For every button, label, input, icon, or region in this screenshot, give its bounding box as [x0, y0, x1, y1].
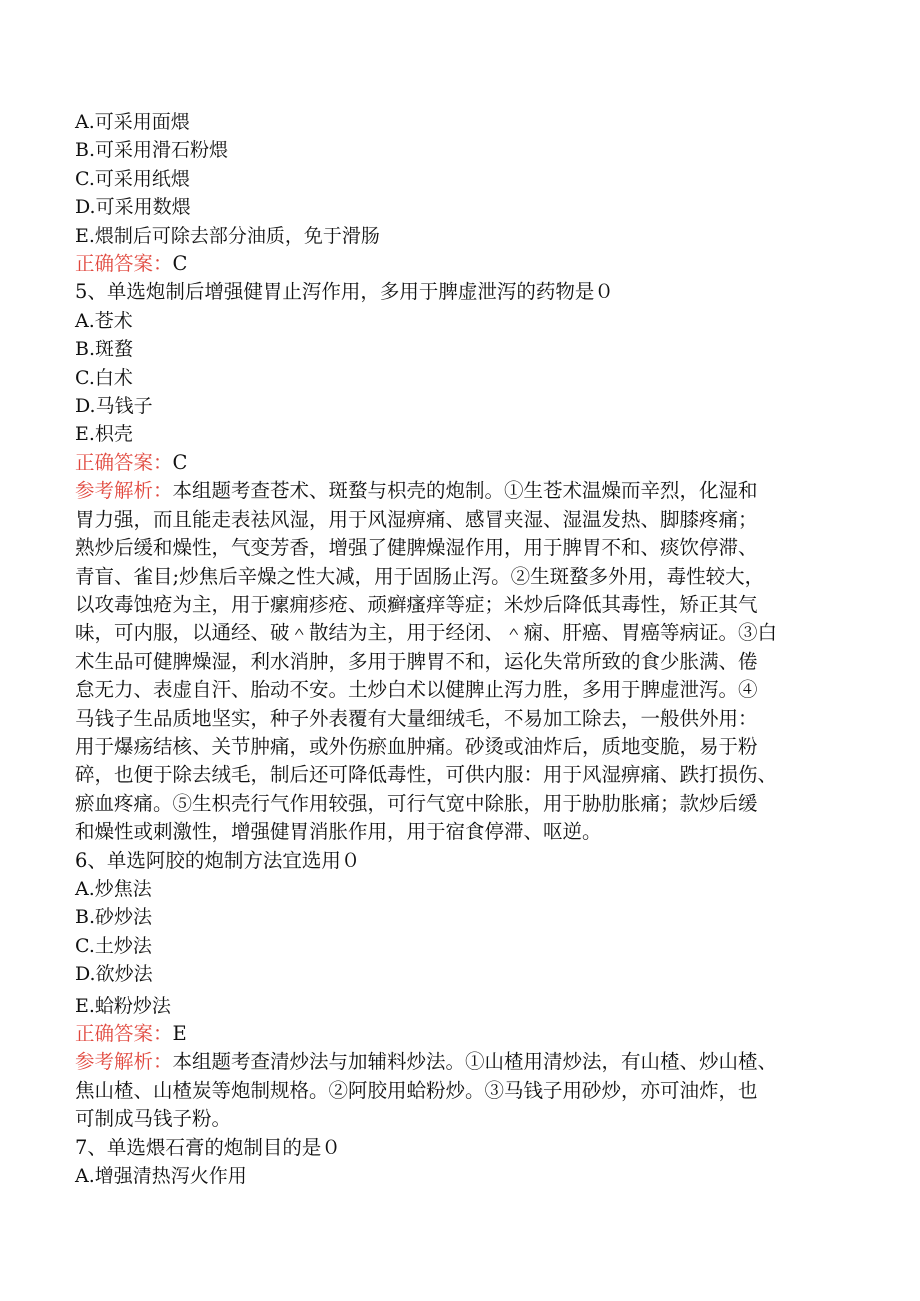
question-4-answer — [75, 250, 845, 278]
answer-value: C — [172, 252, 188, 276]
question-4-options — [75, 108, 845, 250]
explanation-line: 马钱子生品质地坚实，种子外表覆有大量细绒毛，不易加工除去，一般供外用： — [75, 706, 758, 730]
question-5-explanation — [75, 477, 845, 846]
option-e: E.枳壳 — [75, 423, 133, 446]
explanation-line: 怠无力、表虚自汗、胎动不安。土炒白术以健脾止泻力胜，多用于脾虚泄泻。④ — [75, 678, 758, 702]
option-d: D.可采用数煨 — [75, 196, 191, 219]
question-5-options — [75, 307, 845, 449]
option-d: D.欲炒法 — [75, 963, 153, 986]
explanation-line: 熟炒后缓和燥性，气变芳香，增强了健脾燥湿作用，用于脾胃不和、痰饮停滞、 — [75, 536, 758, 560]
explanation-line: 瘀血疼痛。⑤生枳壳行气作用较强，可行气宽中除胀，用于胁肋胀痛；款炒后缓 — [75, 791, 758, 815]
explanation-line: 焦山楂、山楂炭等炮制规格。②阿胶用蛤粉炒。③马钱子用砂炒，亦可油炸，也 — [75, 1078, 758, 1102]
question-6-explanation — [75, 1048, 845, 1133]
question-5-stem: 5、单选炮制后增强健胃止泻作用，多用于脾虚泄泻的药物是０ — [75, 280, 614, 304]
explanation-line: 可制成马钱子粉。 — [75, 1107, 232, 1131]
option-b: B.可采用滑石粉煨 — [75, 139, 229, 162]
answer-label: 正确答案： — [75, 252, 173, 276]
explanation-line: 味，可内服，以通经、破＾散结为主，用于经闭、＾痫、肝癌、胃癌等病证。③白 — [75, 621, 778, 645]
answer-label: 正确答案： — [75, 450, 173, 474]
option-e: E.蛤粉炒法 — [75, 994, 171, 1017]
question-6-stem: 6、单选阿胶的炮制方法宜选用０ — [75, 848, 361, 872]
explanation-line: 以攻毒蚀疮为主，用于瘰痈疹疮、顽癣瘙痒等症；米炒后降低其毒性，矫正其气 — [75, 592, 758, 616]
option-e: E.煨制后可除去部分油质，免于滑肠 — [75, 224, 380, 247]
question-5-answer — [75, 449, 845, 477]
question-6-options — [75, 875, 845, 1020]
explanation-line: 碎，也便于除去绒毛，制后还可降低毒性，可供内服：用于风湿痹痛、跌打损伤、 — [75, 763, 778, 787]
option-c: C.白术 — [75, 366, 133, 389]
option-c: C.土炒法 — [75, 934, 152, 957]
explanation-label: 参考解析： — [75, 479, 173, 503]
option-d: D.马钱子 — [75, 395, 153, 418]
answer-value: E — [172, 1022, 187, 1045]
explanation-line: 青盲、雀目;炒焦后辛燥之性大减，用于固肠止泻。②生斑蝥多外用，毒性较大， — [75, 564, 765, 588]
option-a: A.可采用面煨 — [75, 111, 190, 133]
explanation-line: 本组题考查清炒法与加辅料炒法。①山楂用清炒法，有山楂、炒山楂、 — [172, 1050, 778, 1074]
option-c: C.可采用纸煨 — [75, 167, 190, 190]
answer-value: C — [172, 450, 188, 474]
explanation-line: 和燥性或刺激性，增强健胃消胀作用，用于宿食停滞、呕逆。 — [75, 820, 602, 844]
option-a: A.炒焦法 — [75, 877, 152, 900]
explanation-line: 用于爆疡结核、关节肿痛，或外伤瘀血肿痛。砂烫或油炸后，质地变脆，易于粉 — [75, 734, 758, 758]
question-6-answer — [75, 1020, 845, 1048]
explanation-line: 胃力强，而且能走表祛风湿，用于风湿痹痛、感冒夹湿、湿温发热、脚膝疼痛； — [75, 507, 758, 531]
explanation-line: 术生品可健脾燥湿，利水消肿，多用于脾胃不和，运化失常所致的食少胀满、倦 — [75, 649, 758, 673]
option-b: B.砂炒法 — [75, 906, 153, 929]
question-7-stem: 7、单选煨石膏的炮制目的是０ — [75, 1135, 341, 1159]
option-b: B.斑蝥 — [75, 338, 134, 361]
explanation-label: 参考解析： — [75, 1050, 173, 1074]
answer-label: 正确答案： — [75, 1022, 173, 1045]
explanation-line: 本组题考查苍术、斑蝥与枳壳的炮制。①生苍术温燥而辛烈，化湿和 — [172, 479, 758, 503]
option-a: A.苍术 — [75, 309, 133, 332]
question-7-options — [75, 1162, 845, 1190]
option-a: A.增强清热泻火作用 — [75, 1165, 247, 1188]
document-page — [75, 108, 845, 1190]
